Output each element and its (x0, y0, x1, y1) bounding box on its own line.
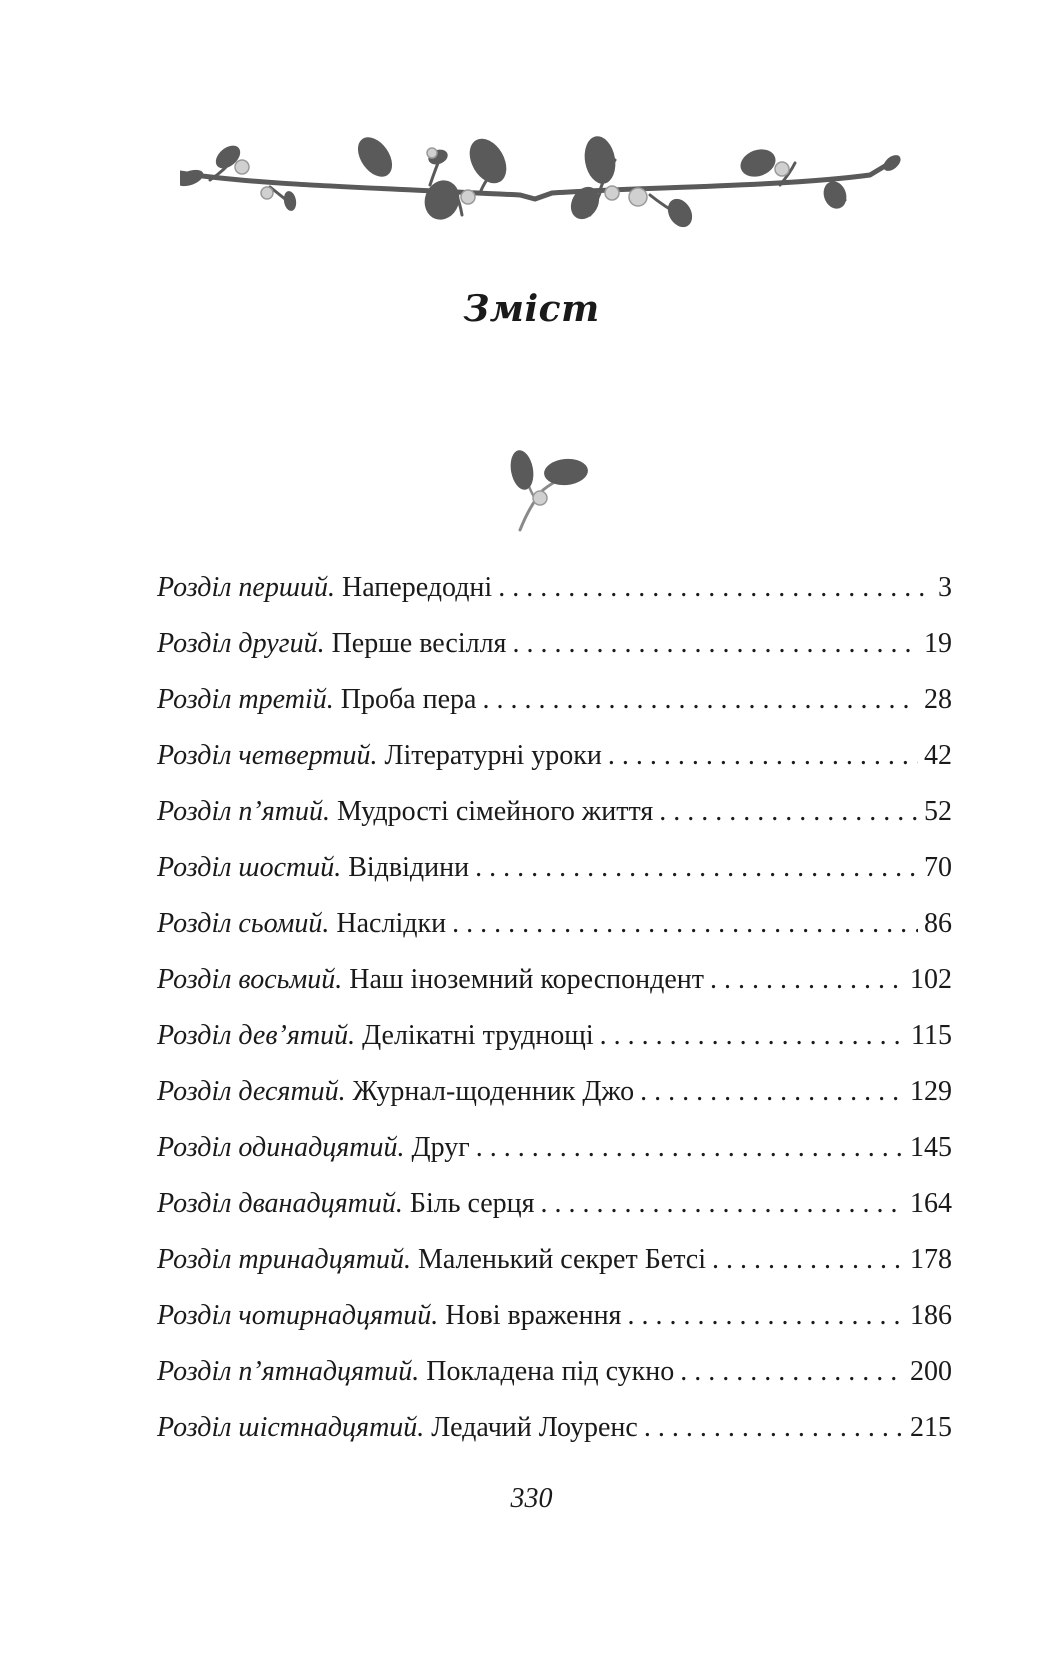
toc-page-number: 70 (924, 852, 952, 883)
toc-chapter: Розділ чотирнадцятий. (157, 1300, 439, 1331)
toc-chapter: Розділ шістнадцятий. (157, 1412, 425, 1443)
toc-entry[interactable] (157, 1076, 952, 1132)
toc-title: Журнал-щоденник Джо (352, 1076, 635, 1107)
toc-leader-dots (512, 628, 918, 660)
page-number: 330 (510, 1483, 553, 1514)
table-of-contents (157, 572, 952, 1468)
toc-title: Напередодні (342, 572, 493, 603)
toc-title: Відвідини (348, 852, 470, 883)
toc-title: Наш іноземний кореспондент (349, 964, 704, 995)
toc-entry[interactable] (157, 1132, 952, 1188)
toc-title: Друг (411, 1132, 470, 1163)
toc-chapter: Розділ п’ятнадцятий. (157, 1356, 420, 1387)
toc-entry[interactable] (157, 1188, 952, 1244)
toc-chapter: Розділ другий. (157, 628, 325, 659)
toc-leader-dots (710, 964, 904, 996)
toc-entry[interactable] (157, 1300, 952, 1356)
toc-entry[interactable] (157, 1020, 952, 1076)
toc-chapter: Розділ п’ятий. (157, 796, 330, 827)
toc-page-number: 52 (924, 796, 952, 827)
toc-leader-dots (482, 684, 918, 716)
toc-entry[interactable] (157, 1356, 952, 1412)
toc-leader-dots (452, 908, 918, 940)
toc-chapter: Розділ десятий. (157, 1076, 346, 1107)
toc-entry[interactable] (157, 684, 952, 740)
toc-page-number: 3 (938, 572, 952, 603)
toc-entry[interactable] (157, 796, 952, 852)
toc-leader-dots (640, 1076, 904, 1108)
toc-page-number: 178 (910, 1244, 952, 1275)
toc-page-number: 145 (910, 1132, 952, 1163)
toc-title: Мудрості сімейного життя (337, 796, 654, 827)
toc-chapter: Розділ тринадцятий. (157, 1244, 411, 1275)
toc-entry[interactable] (157, 1412, 952, 1468)
toc-page-number: 86 (924, 908, 952, 939)
toc-page-number: 102 (910, 964, 952, 995)
toc-title: Літературні уроки (384, 740, 602, 771)
toc-title: Біль серця (409, 1188, 535, 1219)
toc-leader-dots (627, 1300, 904, 1332)
toc-page-number: 215 (910, 1412, 952, 1443)
vine-ornament-icon (180, 135, 910, 255)
toc-leader-dots (498, 572, 932, 604)
toc-page-number: 115 (911, 1020, 952, 1051)
toc-title: Делікатні труднощі (362, 1020, 594, 1051)
toc-title: Ледачий Лоуренс (431, 1412, 638, 1443)
toc-leader-dots (712, 1244, 904, 1276)
toc-leader-dots (475, 852, 918, 884)
toc-title: Перше весілля (331, 628, 507, 659)
toc-entry[interactable] (157, 852, 952, 908)
toc-chapter: Розділ восьмий. (157, 964, 343, 995)
toc-page-number: 164 (910, 1188, 952, 1219)
toc-entry[interactable] (157, 964, 952, 1020)
toc-page-number: 42 (924, 740, 952, 771)
toc-title: Проба пера (340, 684, 477, 715)
toc-page-number: 28 (924, 684, 952, 715)
toc-page-number: 19 (924, 628, 952, 659)
toc-leader-dots (659, 796, 918, 828)
toc-entry[interactable] (157, 740, 952, 796)
toc-entry[interactable] (157, 908, 952, 964)
toc-chapter: Розділ одинадцятий. (157, 1132, 405, 1163)
toc-chapter: Розділ сьомий. (157, 908, 330, 939)
toc-title: Нові враження (445, 1300, 622, 1331)
toc-chapter: Розділ перший. (157, 572, 335, 603)
toc-entry[interactable] (157, 572, 952, 628)
toc-leader-dots (476, 1132, 904, 1164)
toc-title: Маленький секрет Бетсі (417, 1244, 707, 1275)
toc-chapter: Розділ третій. (157, 684, 334, 715)
toc-leader-dots (541, 1188, 904, 1220)
page-title: Зміст (463, 288, 600, 330)
toc-page-number: 186 (910, 1300, 952, 1331)
toc-chapter: Розділ шостий. (157, 852, 342, 883)
toc-title: Покладена під сукно (426, 1356, 675, 1387)
toc-entry[interactable] (157, 1244, 952, 1300)
toc-entry[interactable] (157, 628, 952, 684)
toc-chapter: Розділ дванадцятий. (157, 1188, 403, 1219)
toc-title: Наслідки (336, 908, 447, 939)
toc-leader-dots (644, 1412, 904, 1444)
toc-chapter: Розділ четвертий. (157, 740, 378, 771)
toc-leader-dots (608, 740, 918, 772)
toc-leader-dots (600, 1020, 905, 1052)
toc-page-number: 200 (910, 1356, 952, 1387)
toc-leader-dots (680, 1356, 904, 1388)
toc-page-number: 129 (910, 1076, 952, 1107)
leaf-sprig-icon (508, 450, 608, 535)
toc-chapter: Розділ дев’ятий. (157, 1020, 356, 1051)
